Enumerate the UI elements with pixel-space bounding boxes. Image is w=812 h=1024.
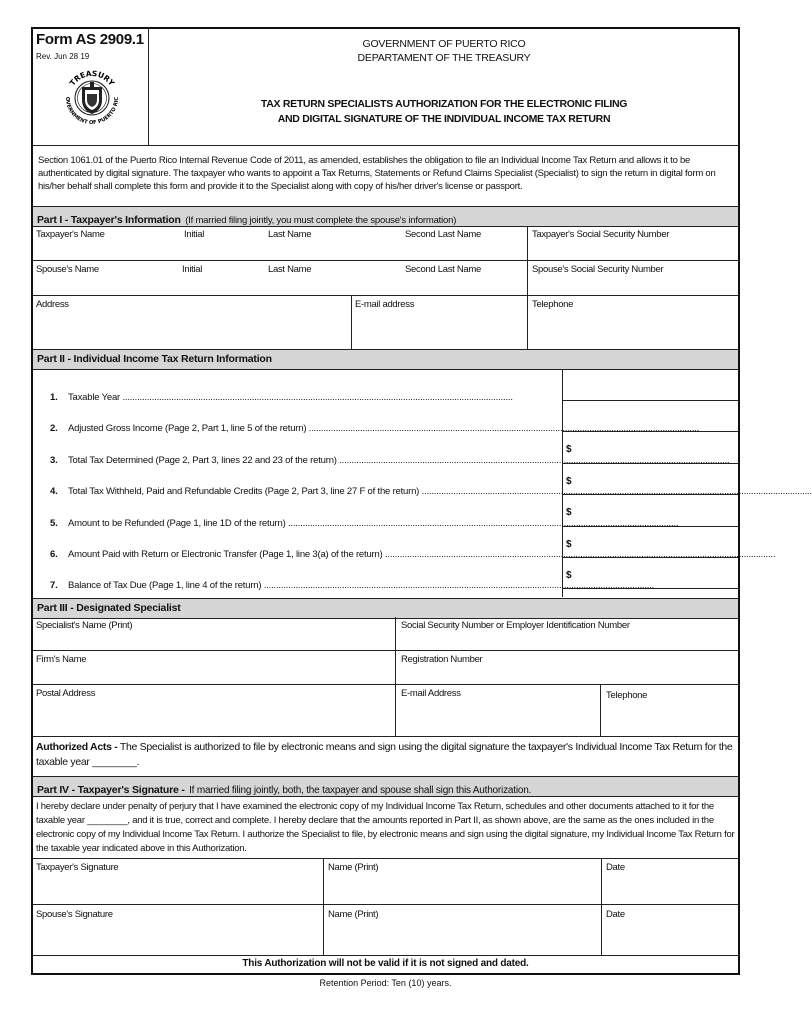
department-line: DEPARTAMENT OF THE TREASURY: [357, 52, 531, 64]
part2-item-row: [50, 549, 776, 560]
part2-item-leader: ................................................................................................................................................................: [382, 549, 776, 560]
spouse-last-name-label: Last Name: [268, 264, 312, 275]
part2-header: [33, 349, 738, 370]
part2-answer-field[interactable]: [562, 557, 738, 558]
part2-item-number: 4.: [50, 486, 58, 497]
title-line-1: TAX RETURN SPECIALISTS AUTHORIZATION FOR THE ELECTRONIC FILING: [260, 98, 628, 110]
spouse-ssn-label: Spouse's Social Security Number: [532, 264, 664, 275]
part2-item-leader: ................................................................................................................................................................: [120, 392, 513, 403]
retention-period: Retention Period: Ten (10) years.: [319, 978, 452, 988]
form-id: Form AS 2909.1: [36, 31, 144, 48]
declaration-paragraph: I hereby declare under penalty of perjury that I have examined the electronic copy of my Individual Income Tax Return, schedules and other documents attached to it for the taxable year ________, and it is true, correct and complete. I hereby declare that the amounts reported in Part II, as shown above, are the same as the ones included in the electronic copy of my Individual Income Tax Return. I authorize the Specialist to file, by electronic means and sign using the digital signature, my Individual Income Tax Return for the taxable year indicated above in this Authorization.: [36, 801, 735, 854]
part1-header: [33, 206, 738, 227]
part2-item-leader: ................................................................................................................................................................: [306, 423, 700, 434]
revision-date: Rev. Jun 28 19: [36, 52, 90, 61]
part1-title: Part I - Taxpayer's Information: [37, 214, 181, 226]
dollar-sign: $: [566, 507, 572, 518]
registration-number-label: Registration Number: [401, 654, 483, 665]
part2-item-text: Total Tax Withheld, Paid and Refundable Credits (Page 2, Part 3, line 27 F of the return): [68, 486, 420, 497]
part2-item-number: 6.: [50, 549, 58, 560]
spouse-signature-label: Spouse's Signature: [36, 909, 113, 920]
address-label: Address: [36, 299, 69, 310]
part2-item-leader: ................................................................................................................................................................: [419, 486, 812, 497]
part2-item-row: [50, 455, 730, 466]
telephone-label: Telephone: [532, 299, 574, 310]
part3-title: Part III - Designated Specialist: [37, 602, 181, 614]
dollar-sign: $: [566, 476, 572, 487]
authorized-acts: [36, 740, 736, 770]
part2-item-number: 7.: [50, 580, 58, 591]
part1-note: (If married filing jointly, you must complete the spouse's information): [185, 215, 457, 226]
part4-header: [33, 776, 738, 797]
taxpayer-ssn-label: Taxpayer's Social Security Number: [532, 229, 670, 240]
spouse-name-label: Spouse's Name: [36, 264, 99, 275]
treasury-seal-icon: [58, 64, 126, 132]
part2-item-number: 5.: [50, 518, 58, 529]
part2-item-row: [50, 423, 700, 434]
title-line-2: AND DIGITAL SIGNATURE OF THE INDIVIDUAL INCOME TAX RETURN: [277, 113, 611, 125]
email-label: E-mail address: [355, 299, 415, 310]
part2-item-row: [50, 486, 812, 497]
part2-answer-field[interactable]: [562, 494, 738, 495]
validity-notice: This Authorization will not be valid if it is not signed and dated.: [242, 958, 529, 969]
part4-note: If married filing jointly, both, the taxpayer and spouse shall sign this Authorization.: [189, 785, 532, 796]
taxpayer-print-name-label: Name (Print): [328, 862, 379, 873]
part2-item-text: Total Tax Determined (Page 2, Part 3, lines 22 and 23 of the return): [68, 455, 337, 466]
specialist-telephone-label: Telephone: [606, 690, 648, 701]
part2-item-number: 1.: [50, 392, 58, 403]
part4-title: Part IV - Taxpayer's Signature -: [37, 784, 185, 796]
taxpayer-signature-label: Taxpayer's Signature: [36, 862, 119, 873]
dollar-sign: $: [566, 444, 572, 455]
authorized-acts-text: The Specialist is authorized to file by electronic means and sign using the digital signature the taxpayer's Individual Income Tax Return for the taxable year ________.: [36, 741, 733, 768]
part2-item-text: Taxable Year: [68, 392, 121, 403]
part2-title: Part II - Individual Income Tax Return Information: [37, 353, 272, 365]
taxpayer-date-label: Date: [606, 862, 625, 873]
taxpayer-name-label: Taxpayer's Name: [36, 229, 105, 240]
part2-item-text: Amount Paid with Return or Electronic Transfer (Page 1, line 3(a) of the return): [68, 549, 383, 560]
part2-item-leader: ................................................................................................................................................................: [285, 518, 679, 529]
part2-answer-field[interactable]: [562, 588, 738, 589]
part2-item-row: [50, 392, 555, 403]
dollar-sign: $: [566, 539, 572, 550]
part2-item-leader: ................................................................................................................................................................: [261, 580, 655, 591]
part2-item-number: 3.: [50, 455, 58, 466]
part2-answer-field[interactable]: [562, 431, 738, 432]
part2-item-leader: ................................................................................................................................................................: [336, 455, 730, 466]
part2-item-text: Balance of Tax Due (Page 1, line 4 of the return): [68, 580, 262, 591]
intro-paragraph: Section 1061.01 of the Puerto Rico Internal Revenue Code of 2011, as amended, establishes the obligation to file an Individual Income Tax Return and allows it to be authenticated by digital signature. The taxpayer who wants to appoint a Tax Returns, Statements or Refund Claims Specialist (Specialist) to sign the return in digital form on his/her behalf shall complete this form and provide it to the Specialist along with copy of his/her driver's license or passport.: [38, 155, 716, 192]
firm-name-label: Firm's Name: [36, 654, 87, 665]
part2-item-row: [50, 518, 679, 529]
dollar-sign: $: [566, 570, 572, 581]
seal-bottom-text: OVERNMENT OF PUERTO RIC: [63, 96, 121, 127]
specialist-email-label: E-mail Address: [401, 688, 461, 699]
authorized-acts-title: Authorized Acts -: [36, 741, 118, 753]
spouse-initial-label: Initial: [182, 264, 203, 275]
part2-item-row: [50, 580, 655, 591]
spouse-print-name-label: Name (Print): [328, 909, 379, 920]
postal-address-label: Postal Address: [36, 688, 96, 699]
part2-item-number: 2.: [50, 423, 58, 434]
ssn-ein-label: Social Security Number or Employer Identification Number: [401, 620, 630, 631]
part2-answer-field[interactable]: [562, 400, 738, 401]
part2-item-text: Amount to be Refunded (Page 1, line 1D of the return): [68, 518, 286, 529]
spouse-second-last-label: Second Last Name: [405, 264, 481, 275]
taxpayer-initial-label: Initial: [184, 229, 205, 240]
government-line: GOVERNMENT OF PUERTO RICO: [362, 38, 526, 50]
part2-item-text: Adjusted Gross Income (Page 2, Part 1, line 5 of the return): [68, 423, 307, 434]
part2-answer-field[interactable]: [562, 526, 738, 527]
part2-answer-field[interactable]: [562, 463, 738, 464]
taxpayer-last-name-label: Last Name: [268, 229, 312, 240]
spouse-date-label: Date: [606, 909, 625, 920]
taxpayer-second-last-label: Second Last Name: [405, 229, 481, 240]
part3-header: [33, 598, 738, 619]
seal-top-text: TREASURY: [67, 68, 117, 88]
treasury-seal: [58, 64, 126, 132]
specialist-name-label: Specialist's Name (Print): [36, 620, 133, 631]
header-divider: [148, 29, 149, 145]
